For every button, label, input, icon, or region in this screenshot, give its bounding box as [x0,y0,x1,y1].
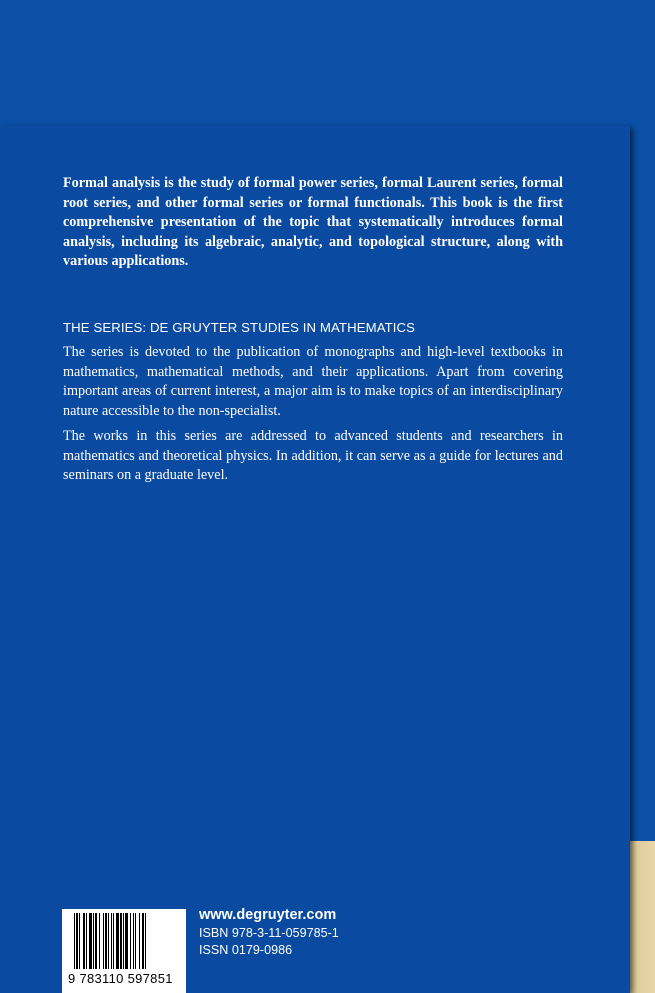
series-paragraph-1 [63,343,563,421]
spine-blue-strip [630,126,655,841]
issn-text: ISSN 0179-0986 [199,943,293,957]
series-paragraph-2 [63,427,563,486]
isbn-barcode [62,909,186,993]
book-description-text: Formal analysis is the study of formal power series, formal Laurent series, formal root series, and other formal series or formal functionals. This book is the first comprehensive presentation of the topic that systematically introduces formal analysis, including its algebraic, analytic, and topological structure, along with various applications. [63,175,563,269]
barcode-number: 9 783110 597851 [68,971,173,986]
series-paragraph-1-text: The series is devoted to the publication of monographs and high-level textbooks in mathematics, mathematical methods, and their applications. Apart from covering important areas of current interest, a major aim is to make topics of an interdisciplinary nature accessible to the non-specialist. [63,344,563,419]
series-heading: THE SERIES: DE GRUYTER STUDIES IN MATHEMATICS [63,320,416,335]
cover-top-band [0,0,655,126]
book-description [63,174,563,272]
publisher-url[interactable]: www.degruyter.com [199,907,337,923]
spine-gold-strip [630,841,655,993]
barcode-bars [62,909,186,973]
isbn-text: ISBN 978-3-11-059785-1 [199,926,339,940]
publisher-info [199,906,339,959]
series-paragraph-2-text: The works in this series are addressed to advanced students and researchers in mathematics and theoretical physics. In addition, it can serve as a guide for lectures and seminars on a graduate level. [63,428,563,483]
